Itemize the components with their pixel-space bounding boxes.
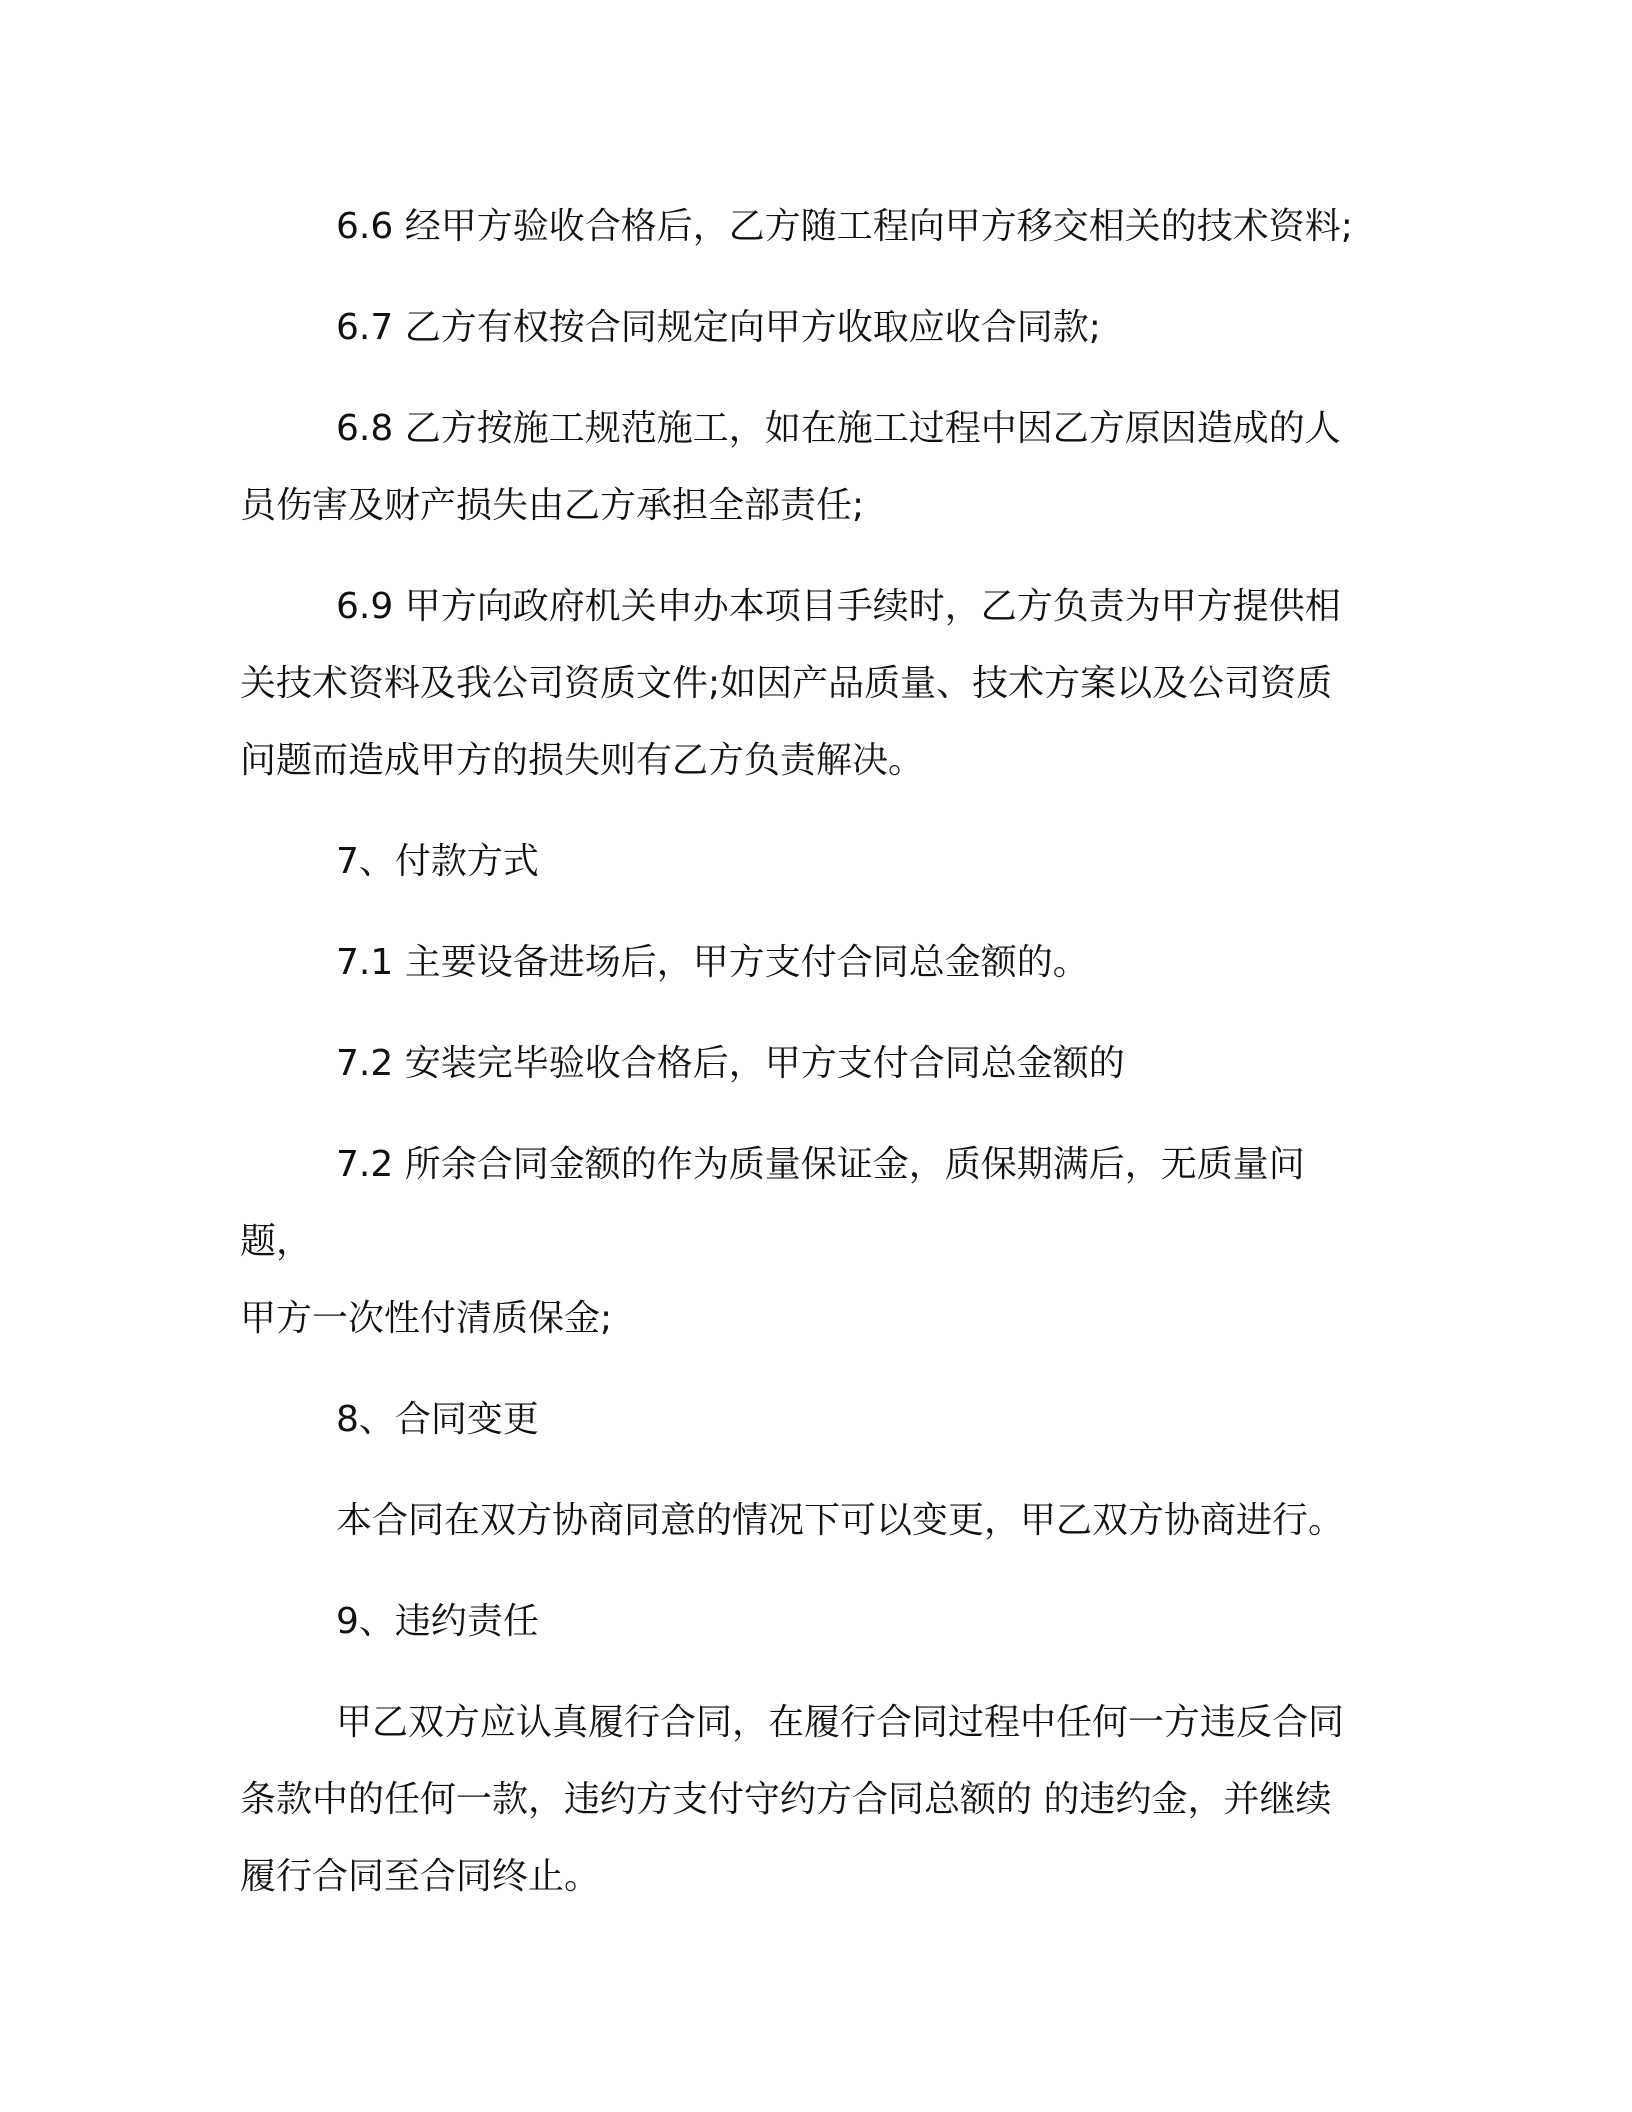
text-line: 6.6 经甲方验收合格后，乙方随工程向甲方移交相关的技术资料; (336, 206, 1353, 247)
text-line: 甲方一次性付清质保金; (240, 1298, 613, 1339)
section-heading-8 (240, 1381, 1376, 1458)
section-heading-9 (240, 1583, 1376, 1660)
clause-6-6 (240, 188, 1376, 265)
text-line: 7.2 安装完毕验收合格后，甲方支付合同总金额的 (336, 1043, 1125, 1084)
text-line: 6.9 甲方向政府机关申办本项目手续时，乙方负责为甲方提供相 (336, 586, 1341, 627)
text-line: 6.7 乙方有权按合同规定向甲方收取应收合同款; (336, 307, 1101, 348)
clause-9 (240, 1684, 1376, 1915)
clause-6-9 (240, 568, 1376, 799)
text-line: 员伤害及财产损失由乙方承担全部责任; (240, 485, 865, 526)
text-line: 7.1 主要设备进场后，甲方支付合同总金额的。 (336, 942, 1089, 983)
text-line: 关技术资料及我公司资质文件;如因产品质量、技术方案以及公司资质 (240, 663, 1333, 704)
heading-text: 9、违约责任 (336, 1601, 539, 1642)
text-line: 6.8 乙方按施工规范施工，如在施工过程中因乙方原因造成的人 (336, 408, 1341, 449)
clause-7-2-retention (240, 1126, 1376, 1357)
section-heading-7 (240, 823, 1376, 900)
clause-7-1 (240, 924, 1376, 1001)
document-body (240, 188, 1376, 1939)
heading-text: 8、合同变更 (336, 1399, 539, 1440)
text-line: 本合同在双方协商同意的情况下可以变更，甲乙双方协商进行。 (336, 1500, 1345, 1541)
text-line: 问题而造成甲方的损失则有乙方负责解决。 (240, 740, 925, 781)
clause-6-7 (240, 289, 1376, 366)
text-line: 履行合同至合同终止。 (240, 1856, 601, 1897)
text-line: 7.2 所余合同金额的作为质量保证金，质保期满后，无质量问题， (240, 1144, 1305, 1262)
clause-7-2-install (240, 1025, 1376, 1102)
text-line: 甲乙双方应认真履行合同，在履行合同过程中任何一方违反合同 (336, 1702, 1345, 1743)
text-line: 条款中的任何一款，违约方支付守约方合同总额的 的违约金，并继续 (240, 1779, 1332, 1820)
clause-8 (240, 1482, 1376, 1559)
clause-6-8 (240, 390, 1376, 544)
heading-text: 7、付款方式 (336, 841, 539, 882)
